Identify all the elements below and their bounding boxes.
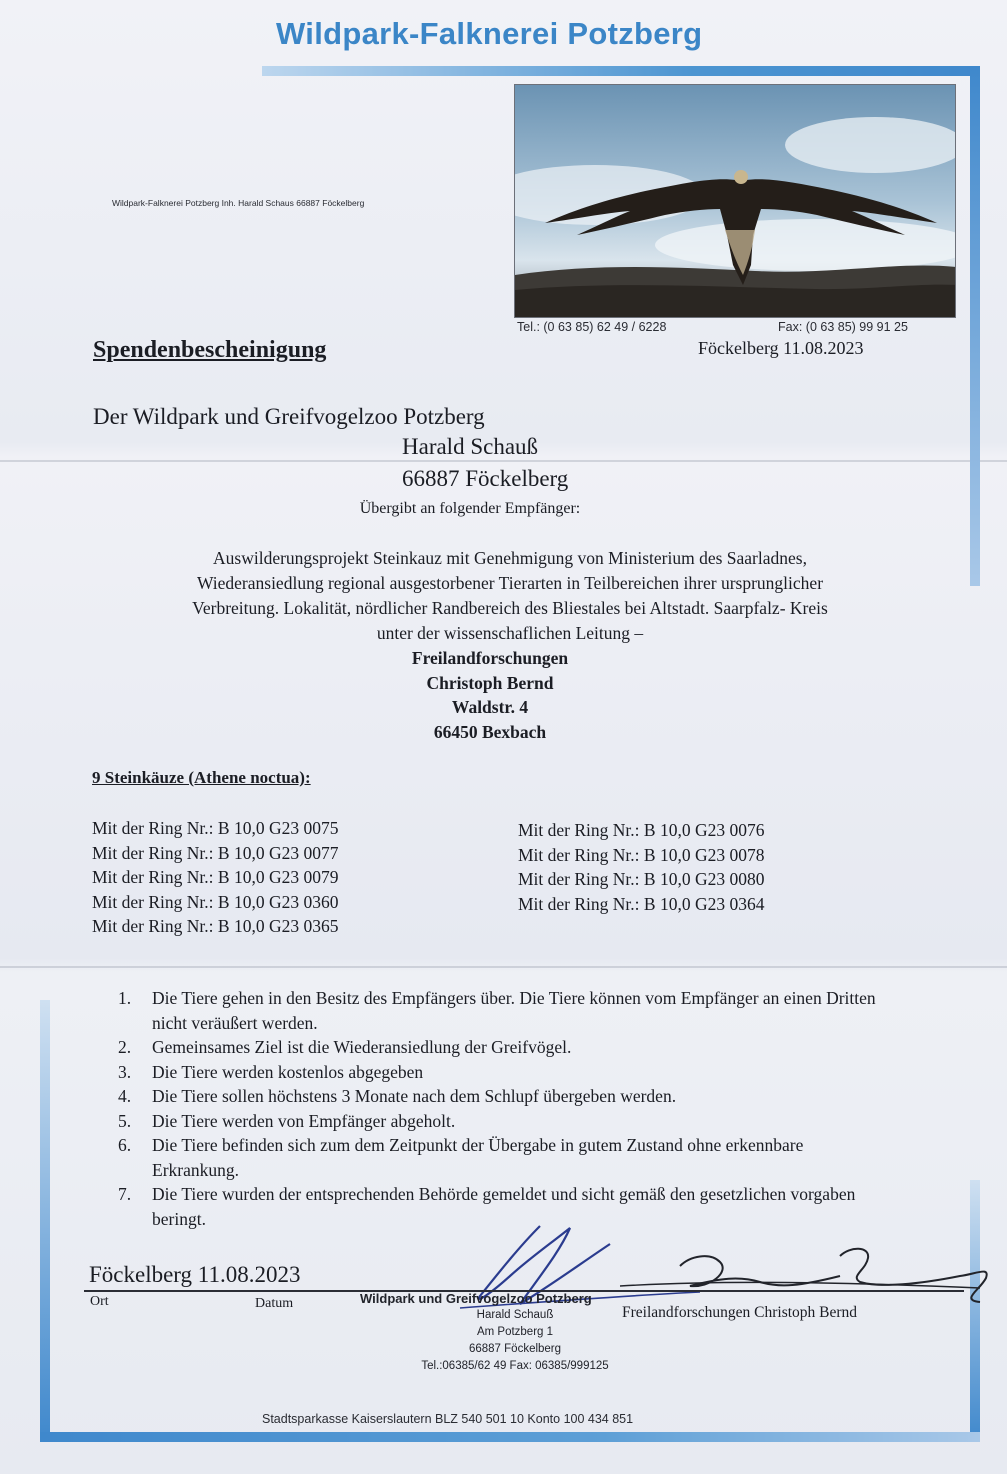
ring-entry: Mit der Ring Nr.: B 10,0 G23 0075 [92, 818, 339, 838]
label-place: Ort [90, 1294, 109, 1309]
term-number: 1. [118, 988, 132, 1008]
recipient-name: Christoph Bernd [426, 672, 554, 693]
ring-list-left [92, 816, 338, 939]
term-item [118, 1109, 878, 1134]
eagle-photo [514, 84, 956, 318]
ring-entry: Mit der Ring Nr.: B 10,0 G23 0079 [92, 867, 339, 887]
ring-list-right [518, 818, 764, 916]
recipient-org: Freilandforschungen [411, 648, 569, 668]
ring-entry: Mit der Ring Nr.: B 10,0 G23 0076 [518, 820, 765, 840]
handover-statement: Übergibt an folgender Empfänger: [359, 500, 581, 517]
term-text: Die Tiere sollen höchstens 3 Monate nach dem Schlupf übergeben werden. [152, 1086, 677, 1106]
term-number: 7. [118, 1184, 132, 1204]
term-text: Die Tiere werden kostenlos abgegeben [152, 1061, 424, 1082]
document-place-date: Föckelberg 11.08.2023 [698, 338, 864, 358]
term-number: 4. [118, 1086, 132, 1106]
signature-place-date: Föckelberg 11.08.2023 [89, 1262, 301, 1287]
term-item [118, 1060, 878, 1085]
project-line: Auswilderungsprojekt Steinkauz mit Genehmigung von Ministerium des Saarladnes, [213, 548, 807, 568]
recipient-city: 66450 Bexbach [433, 721, 547, 742]
ring-entry: Mit der Ring Nr.: B 10,0 G23 0365 [92, 916, 339, 936]
stamp-city: 66887 Föckelberg [468, 1343, 562, 1355]
donor-city: 66887 Föckelberg [402, 466, 569, 491]
term-number: 6. [118, 1135, 132, 1155]
term-item [118, 986, 878, 1035]
ring-entry: Mit der Ring Nr.: B 10,0 G23 0080 [518, 869, 765, 889]
paper-fold [0, 460, 1007, 462]
stamp-person: Harald Schauß [476, 1309, 554, 1321]
footer-blue-frame [40, 1000, 50, 1442]
animals-title: 9 Steinkäuze (Athene noctua): [92, 768, 311, 787]
term-text: Die Tiere werden von Empfänger abgeholt. [152, 1110, 456, 1131]
project-line: Verbreitung. Lokalität, nördlicher Randbereich des Bliestales bei Altstadt. Saarpfalz- Kreis [192, 598, 828, 618]
term-text: Gemeinsames Ziel ist die Wiederansiedlung der Greifvögel. [152, 1037, 572, 1057]
stamp-title: Wildpark und Greifvogelzoo Potzberg [360, 1291, 592, 1306]
recipient-street: Waldstr. 4 [451, 697, 529, 717]
term-item [118, 1133, 878, 1182]
term-item [118, 1035, 878, 1060]
phone-number: Tel.: (0 63 85) 62 49 / 6228 [517, 320, 667, 334]
letterhead-blue-rule [262, 66, 980, 76]
sender-address-line: Wildpark-Falknerei Potzberg Inh. Harald Schaus 66887 Föckelberg [112, 198, 365, 208]
recipient-address [290, 646, 690, 744]
fax-number: Fax: (0 63 85) 99 91 25 [778, 320, 908, 334]
bank-details: Stadtsparkasse Kaiserslautern BLZ 540 501 10 Konto 100 434 851 [262, 1412, 634, 1426]
project-description [90, 546, 930, 646]
term-number: 5. [118, 1110, 132, 1131]
footer-blue-rule [40, 1432, 980, 1442]
terms-list [118, 986, 878, 1231]
recipient-signature-label: Freilandforschungen Christoph Bernd [622, 1304, 858, 1321]
term-text: Die Tiere gehen in den Besitz des Empfängers über. Die Tiere können vom Empfänger an einen Dritten nicht veräußert werden. [152, 988, 876, 1033]
project-line: Wiederansiedlung regional ausgestorbener Tierarten in Teilbereichen ihrer ursprunglicher [196, 573, 824, 593]
stamp-street: Am Potzberg 1 [476, 1326, 554, 1338]
term-text: Die Tiere befinden sich zum dem Zeitpunkt der Übergabe in gutem Zustand ohne erkennbare Erkrankung. [152, 1135, 804, 1180]
ring-entry: Mit der Ring Nr.: B 10,0 G23 0360 [92, 891, 339, 912]
term-text: Die Tiere wurden der entsprechenden Behörde gemeldet und sicht gemäß den gesetzlichen vorgaben beringt. [152, 1184, 856, 1229]
term-number: 3. [118, 1061, 132, 1082]
letterhead-title: Wildpark-Falknerei Potzberg [276, 16, 703, 51]
donor-person: Harald Schauß [402, 434, 539, 459]
donor-stamp [360, 1290, 670, 1375]
ring-entry: Mit der Ring Nr.: B 10,0 G23 0077 [92, 842, 339, 863]
document-title: Spendenbescheinigung [93, 337, 327, 363]
ring-entry: Mit der Ring Nr.: B 10,0 G23 0078 [518, 844, 765, 865]
term-item [118, 1084, 878, 1109]
label-date: Datum [255, 1296, 294, 1311]
project-line: unter der wissenschaflichen Leitung – [376, 623, 644, 643]
donor-name: Der Wildpark und Greifvogelzoo Potzberg [93, 404, 485, 429]
stamp-phone: Tel.:06385/62 49 Fax: 06385/999125 [421, 1360, 609, 1372]
ring-entry: Mit der Ring Nr.: B 10,0 G23 0364 [518, 893, 765, 914]
letterhead-blue-frame [970, 66, 980, 586]
term-number: 2. [118, 1037, 132, 1057]
paper-fold [0, 966, 1007, 968]
